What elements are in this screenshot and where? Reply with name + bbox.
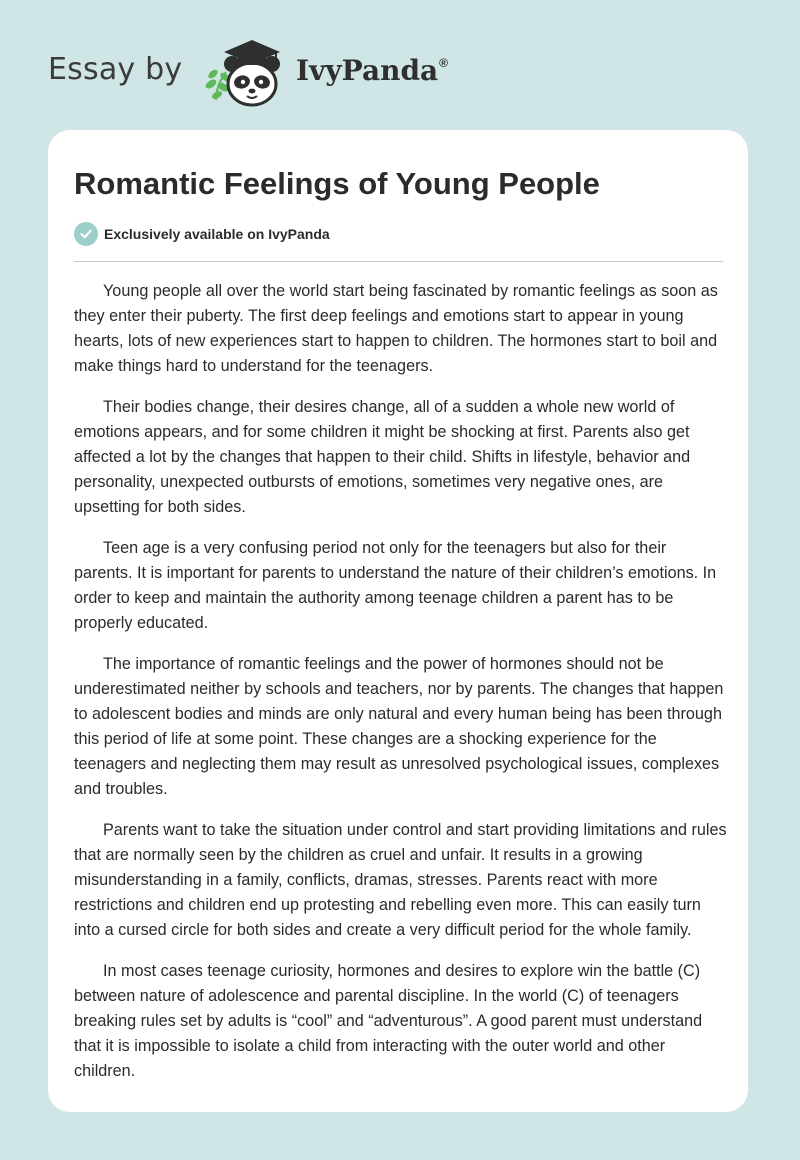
paragraph: Young people all over the world start being fascinated by romantic feelings as soon as they enter their puberty. The first deep feelings and emotions start to appear in young hearts, lots of new experiences start to happen to children. The hormones start to boil and make things hard to understand for the teenagers. (74, 282, 718, 375)
site-header (48, 34, 488, 110)
exclusive-badge-label: Exclusively available on IvyPanda (104, 226, 330, 242)
page-title: Romantic Feelings of Young People (74, 166, 600, 201)
exclusive-badge (74, 222, 330, 246)
panda-logo-icon[interactable] (202, 34, 290, 110)
divider (74, 261, 723, 262)
essay-by-label: Essay by (48, 52, 183, 87)
essay-card (48, 130, 748, 1112)
paragraph: Parents want to take the situation under control and start providing limitations and rules that are normally seen by the children as cruel and unfair. It results in a growing misunderstanding in a family, conflicts, dramas, stresses. Parents react with more restrictions and children end up protesting and rebelling even more. This can easily turn into a cursed circle for both sides and create a very difficult period for the whole family. (74, 821, 727, 939)
essay-body (74, 279, 729, 1100)
check-circle-icon (74, 222, 98, 246)
registered-mark: ® (439, 56, 449, 70)
brand-name-text: IvyPanda (296, 54, 439, 87)
brand-name[interactable] (296, 54, 448, 87)
paragraph: In most cases teenage curiosity, hormones and desires to explore win the battle (C) between nature of adolescence and parental discipline. In the world (C) of teenagers breaking rules set by adults is “cool” and “adventurous”. A good parent must understand that it is impossible to isolate a child from interacting with the outer world and other children. (74, 962, 703, 1080)
paragraph: The importance of romantic feelings and the power of hormones should not be underestimated neither by schools and teachers, nor by parents. The changes that happen to adolescent bodies and minds are only natural and every human being has been through this period of life at some point. These changes are a shocking experience for the teenagers and neglecting them may result as unresolved psychological issues, complexes and troubles. (74, 655, 724, 798)
paragraph: Teen age is a very confusing period not only for the teenagers but also for their parents. It is important for parents to understand the nature of their children’s emotions. In order to keep and maintain the authority among teenage children a parent has to be properly educated. (74, 539, 717, 632)
paragraph: Their bodies change, their desires change, all of a sudden a whole new world of emotions appears, and for some children it might be shocking at first. Parents also get affected a lot by the changes that happen to their child. Shifts in lifestyle, behavior and personality, unexpected outbursts of emotions, sometimes very negative ones, are upsetting for both sides. (74, 398, 691, 516)
